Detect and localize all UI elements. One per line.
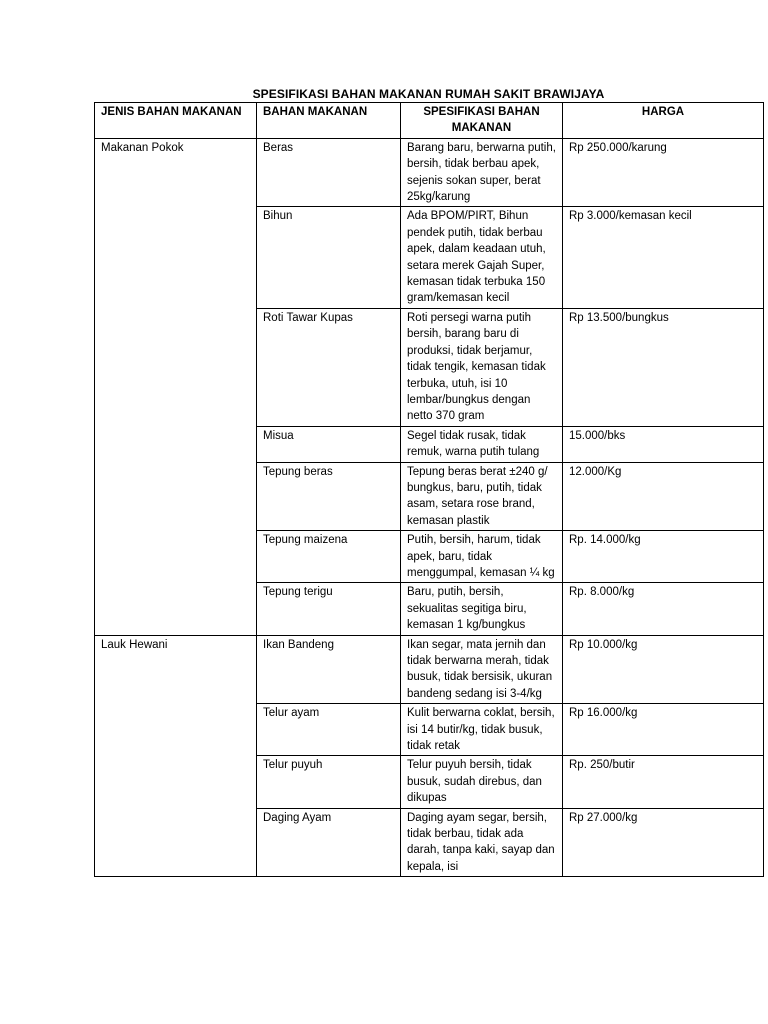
specification-cell: Barang baru, berwarna putih, bersih, tidak berbau apek, sejenis sokan super, berat 25kg/karung <box>401 138 563 207</box>
food-type-cell: Makanan Pokok <box>95 138 257 207</box>
price-cell: Rp. 8.000/kg <box>563 583 764 635</box>
food-item-cell: Beras <box>257 138 401 207</box>
specification-cell: Putih, bersih, harum, tidak apek, baru, tidak menggumpal, kemasan ¼ kg <box>401 531 563 583</box>
specification-cell: Roti persegi warna putih bersih, barang baru di produksi, tidak berjamur, tidak tengik, kemasan tidak terbuka, utuh, isi 10 lembar/bungkus dengan netto 370 gram <box>401 308 563 426</box>
food-type-cell <box>95 308 257 426</box>
table-row <box>95 756 764 808</box>
specification-cell: Ikan segar, mata jernih dan tidak berwarna merah, tidak busuk, tidak bersisik, ukuran bandeng sedang isi 3-4/kg <box>401 635 563 704</box>
header-specification: SPESIFIKASI BAHAN MAKANAN <box>401 103 563 139</box>
food-type-cell <box>95 462 257 531</box>
table-row <box>95 583 764 635</box>
food-type-cell <box>95 704 257 756</box>
price-cell: 12.000/Kg <box>563 462 764 531</box>
price-cell: Rp 250.000/karung <box>563 138 764 207</box>
food-item-cell: Telur ayam <box>257 704 401 756</box>
food-type-cell <box>95 531 257 583</box>
food-type-cell <box>95 207 257 308</box>
food-type-cell: Lauk Hewani <box>95 635 257 704</box>
price-cell: Rp 10.000/kg <box>563 635 764 704</box>
food-item-cell: Tepung beras <box>257 462 401 531</box>
header-price: HARGA <box>563 103 764 139</box>
food-item-cell: Tepung terigu <box>257 583 401 635</box>
specification-cell: Ada BPOM/PIRT, Bihun pendek putih, tidak berbau apek, dalam keadaan utuh, setara merek Gajah Super, kemasan tidak terbuka 150 gram/kemasan kecil <box>401 207 563 308</box>
header-food-type: JENIS BAHAN MAKANAN <box>95 103 257 139</box>
food-item-cell: Ikan Bandeng <box>257 635 401 704</box>
specification-cell: Tepung beras berat ±240 g/ bungkus, baru, putih, tidak asam, setara rose brand, kemasan plastik <box>401 462 563 531</box>
specification-table <box>94 102 764 877</box>
food-type-cell <box>95 808 257 877</box>
table-row <box>95 704 764 756</box>
food-item-cell: Bihun <box>257 207 401 308</box>
table-row <box>95 207 764 308</box>
price-cell: Rp 27.000/kg <box>563 808 764 877</box>
table-row <box>95 308 764 426</box>
food-type-cell <box>95 756 257 808</box>
price-cell: 15.000/bks <box>563 426 764 462</box>
table-row <box>95 138 764 207</box>
specification-cell: Daging ayam segar, bersih, tidak berbau, tidak ada darah, tanpa kaki, sayap dan kepala, isi <box>401 808 563 877</box>
header-food-item: BAHAN MAKANAN <box>257 103 401 139</box>
specification-cell: Telur puyuh bersih, tidak busuk, sudah direbus, dan dikupas <box>401 756 563 808</box>
specification-cell: Kulit berwarna coklat, bersih, isi 14 butir/kg, tidak busuk, tidak retak <box>401 704 563 756</box>
table-row <box>95 531 764 583</box>
price-cell: Rp 3.000/kemasan kecil <box>563 207 764 308</box>
food-item-cell: Roti Tawar Kupas <box>257 308 401 426</box>
specification-cell: Baru, putih, bersih, sekualitas segitiga biru, kemasan 1 kg/bungkus <box>401 583 563 635</box>
document-title: SPESIFIKASI BAHAN MAKANAN RUMAH SAKIT BRAWIJAYA <box>252 87 605 101</box>
price-cell: Rp. 250/butir <box>563 756 764 808</box>
food-item-cell: Daging Ayam <box>257 808 401 877</box>
table-row <box>95 808 764 877</box>
food-item-cell: Telur puyuh <box>257 756 401 808</box>
food-item-cell: Misua <box>257 426 401 462</box>
table-row <box>95 635 764 704</box>
price-cell: Rp 13.500/bungkus <box>563 308 764 426</box>
specification-cell: Segel tidak rusak, tidak remuk, warna putih tulang <box>401 426 563 462</box>
price-cell: Rp. 14.000/kg <box>563 531 764 583</box>
food-type-cell <box>95 426 257 462</box>
food-item-cell: Tepung maizena <box>257 531 401 583</box>
price-cell: Rp 16.000/kg <box>563 704 764 756</box>
food-type-cell <box>95 583 257 635</box>
table-row <box>95 426 764 462</box>
table-body <box>95 138 764 876</box>
table-row <box>95 462 764 531</box>
table-header-row <box>95 103 764 139</box>
